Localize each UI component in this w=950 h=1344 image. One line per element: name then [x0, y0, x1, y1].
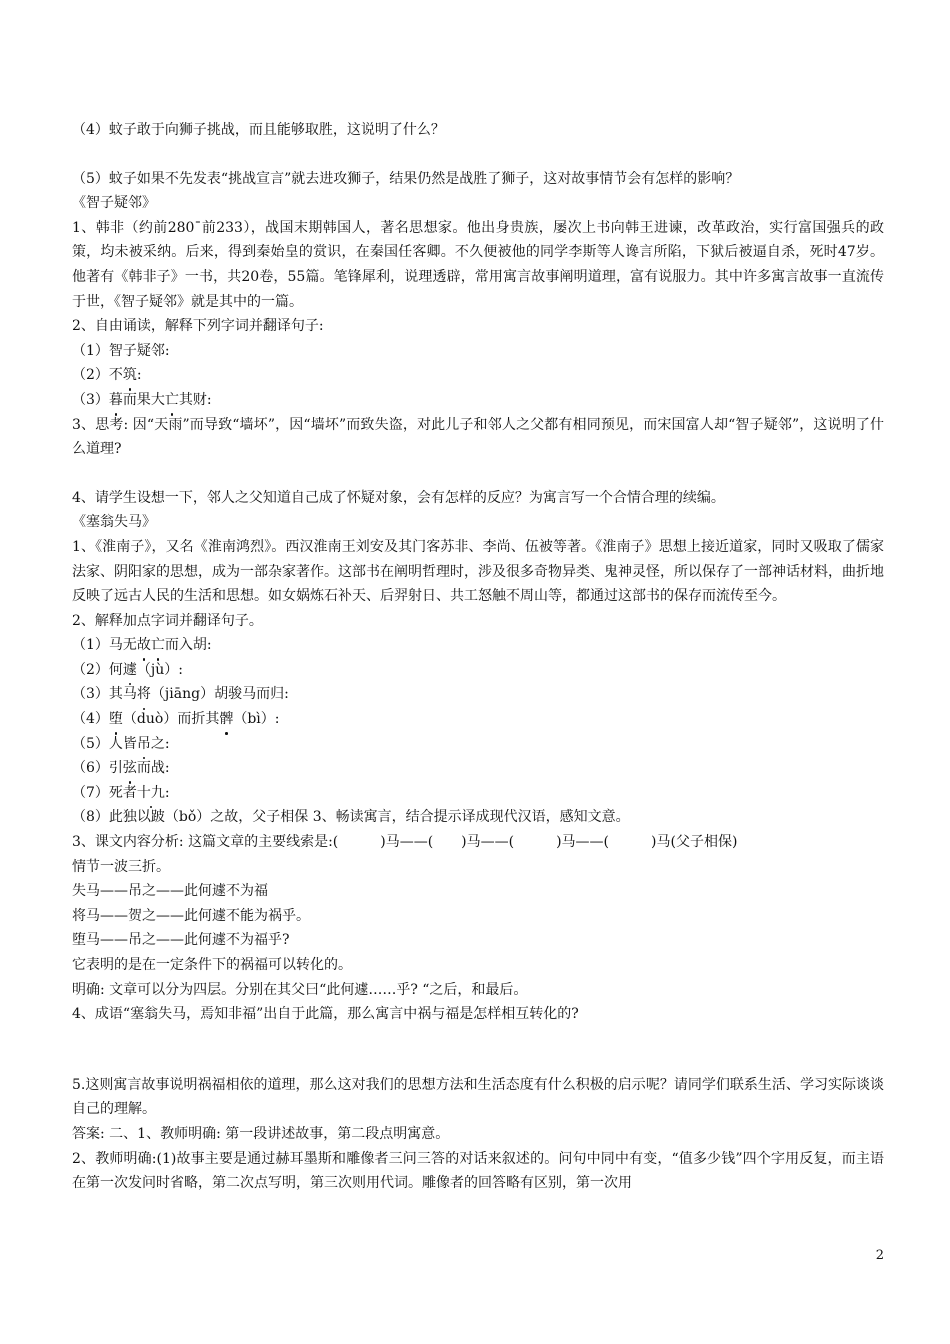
zhizi-item-3: （3）暮而果大亡其财: — [72, 388, 884, 413]
page-number: 2 — [875, 1248, 884, 1263]
saiweng-task-4: 4、成语“塞翁失马，焉知非福”出自于此篇，那么寓言中祸与福是怎样相互转化的? — [72, 1006, 579, 1023]
section-title-zhizi-yilin: 《智子疑邻》 — [72, 195, 156, 212]
saiweng-item-5: （5）人皆吊之: — [72, 732, 884, 757]
answer-2: 2、教师明确:(1)故事主要是通过赫耳墨斯和雕像者三问三答的对话来叙述的。问句中同中有变，“值多少钱”四个字用反复，而主语在第一次发问时省略，第二次点写明，第三次则用代词。雕像者的回答略有区别，第一次用 — [72, 1150, 884, 1192]
mingque-note: 明确: 文章可以分为四层。分别在其父曰“此何遽……乎? “之后，和最后。 — [72, 981, 528, 998]
saiweng-item-2: （2）何遽（jù）: — [72, 658, 884, 683]
saiweng-task-2: 2、解释加点字词并翻译句子。 — [72, 612, 263, 629]
zhizi-item-1: （1）智子疑邻: — [72, 342, 170, 359]
plot-flow-conclusion: 它表明的是在一定条件下的祸福可以转化的。 — [72, 957, 352, 973]
saiweng-task-5: 5.这则寓言故事说明祸福相依的道理，那么这对我们的思想方法和生活态度有什么积极的启示呢？请同学们联系生活、学习实际谈谈自己的理解。 — [72, 1076, 884, 1118]
zhizi-item-2: （2）不筑: — [72, 363, 884, 388]
plot-flow-3: 堕马——吊之——此何遽不为福乎? — [72, 932, 290, 949]
zhizi-task-3: 3、思考: 因“天雨”而导致“墙坏”，因“墙坏”而致失盗，对此儿子和邻人之父都有相同预见，而宋国富人却“智子疑邻”，这说明了什么道理? — [72, 416, 884, 458]
content-analysis-line: 3、课文内容分析: 这篇文章的主要线索是:( )马——( )马——( )马——( )马(父子相保) — [72, 834, 738, 851]
plot-flow-1: 失马——吊之——此何遽不为福 — [72, 883, 268, 900]
saiweng-item-8: （8）此独以跛（bǒ）之故，父子相保 3、畅读寓言，结合提示译成现代汉语，感知文意。 — [72, 809, 630, 826]
section-title-saiweng-shima: 《塞翁失马》 — [72, 514, 156, 531]
saiweng-item-7: （7）死者十九: — [72, 781, 884, 806]
hanfei-biography: 1、韩非（约前280¯前233），战国末期韩国人，著名思想家。他出身贵族，屡次上书向韩王进谏，改革政治，实行富国强兵的政策，均未被采纳。后来，得到秦始皇的赏识，在秦国任客卿。不久便被他的同学李斯等人谗言所陷，下狱后被逼自杀，死时47岁。他著有《韩非子》一书，共20卷，55篇。笔锋犀利，说理透辟，常用寓言故事阐明道理，富有说服力。其中许多寓言故事一直流传于世，《智子疑邻》就是其中的一篇。 — [72, 219, 884, 310]
zhizi-task-4: 4、请学生设想一下，邻人之父知道自己成了怀疑对象，会有怎样的反应？为寓言写一个合情合理的续编。 — [72, 489, 725, 506]
saiweng-item-1: （1）马无故亡而入胡: — [72, 633, 884, 658]
question-5-mosquito: （5）蚊子如果不先发表“挑战宣言”就去进攻狮子，结果仍然是战胜了狮子，这对故事情节会有怎样的影响？ — [72, 170, 740, 187]
saiweng-item-6: （6）引弦而战: — [72, 756, 884, 781]
zhizi-task-2: 2、自由诵读，解释下列字词并翻译句子: — [72, 318, 324, 335]
saiweng-item-3: （3）其马将（jiāng）胡骏马而归: — [72, 682, 884, 707]
document-body — [72, 118, 884, 1196]
plot-flow-2: 将马——贺之——此何遽不能为祸乎。 — [72, 907, 310, 924]
content-analysis-plot: 情节一波三折。 — [72, 858, 170, 875]
huainanzi-biography: 1、《淮南子》，又名《淮南鸿烈》。西汉淮南王刘安及其门客苏非、李尚、伍被等著。《淮南子》思想上接近道家，同时又吸取了儒家法家、阴阳家的思想，成为一部杂家著作。这部书在阐明哲理时，涉及很多奇物异类、鬼神灵怪，所以保存了一部神话材料，曲折地反映了远古人民的生活和思想。如女娲炼石补天、后羿射日、共工怒触不周山等，都通过这部书的保存而流传至今。 — [72, 538, 884, 605]
question-4-mosquito: （4）蚊子敢于向狮子挑战，而且能够取胜，这说明了什么？ — [72, 122, 445, 138]
saiweng-item-4: （4）堕（duò）而折其髀（bì）: — [72, 707, 884, 732]
answer-1: 答案: 二、1、教师明确: 第一段讲述故事，第二段点明寓意。 — [72, 1125, 450, 1142]
